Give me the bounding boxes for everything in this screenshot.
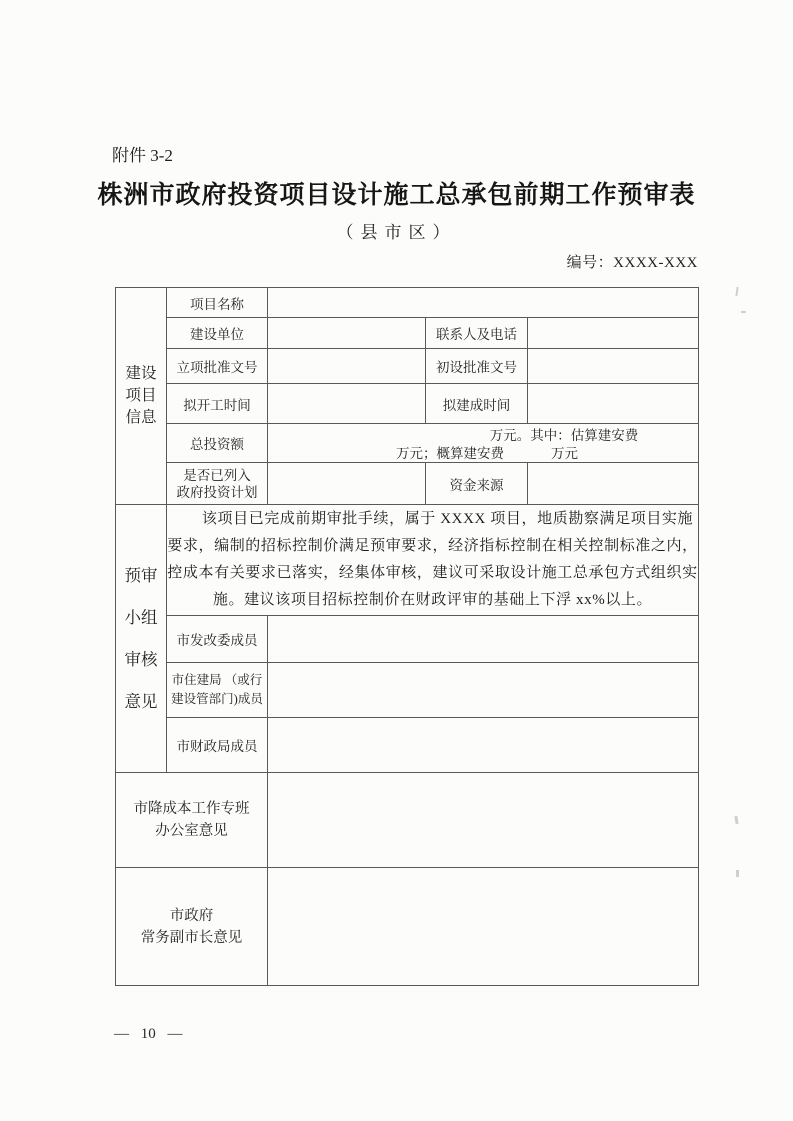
scan-artifact — [734, 816, 738, 824]
field-label-start-date: 拟开工时间 — [167, 384, 268, 424]
member-label-housing-construction: 市住建局 （或行 建设管部门)成员 — [167, 663, 268, 718]
member-label-development-reform: 市发改委成员 — [167, 616, 268, 663]
field-label-initial-design-no: 初设批准文号 — [426, 349, 528, 384]
preview-form-table — [115, 287, 699, 986]
field-value-fund-source — [528, 463, 699, 505]
member-value-development-reform — [268, 616, 699, 663]
field-label-listed-in-plan: 是否已列入 政府投资计划 — [167, 463, 268, 505]
page-number: — 10 — — [114, 1026, 183, 1042]
field-value-initial-design-no — [528, 349, 699, 384]
field-value-start-date — [268, 384, 426, 424]
member-label-finance-bureau: 市财政局成员 — [167, 718, 268, 773]
attachment-label: 附件 3-2 — [112, 146, 173, 165]
field-label-total-investment: 总投资额 — [167, 424, 268, 463]
member-value-finance-bureau — [268, 718, 699, 773]
member-value-housing-construction — [268, 663, 699, 718]
field-value-finish-date — [528, 384, 699, 424]
field-label-approval-no: 立项批准文号 — [167, 349, 268, 384]
field-value-total-investment — [268, 424, 699, 463]
field-label-finish-date: 拟建成时间 — [426, 384, 528, 424]
section-label-project-info: 建设项目信息 — [116, 288, 167, 505]
scan-artifact — [741, 311, 746, 313]
investment-unit-line2 — [268, 444, 698, 462]
scan-artifact — [735, 287, 738, 296]
section-label-deputy-mayor: 市政府 常务副市长意见 — [116, 868, 268, 986]
field-value-approval-no — [268, 349, 426, 384]
field-label-fund-source: 资金来源 — [426, 463, 528, 505]
page-subtitle: （县市区） — [336, 223, 457, 242]
section-value-cost-reduction-office — [268, 773, 699, 868]
section-label-review-group: 预审小组审核意见 — [116, 505, 167, 773]
field-label-contact: 联系人及电话 — [426, 318, 528, 349]
investment-unit-line2a: 万元；概算建安费 — [396, 446, 504, 461]
section-label-cost-reduction-office: 市降成本工作专班 办公室意见 — [116, 773, 268, 868]
investment-unit-line1: 万元。其中：估算建安费 — [489, 428, 639, 443]
review-opinion-text: 该项目已完成前期审批手续，属于 XXXX 项目，地质勘察满足项目实施要求，编制的招标控制价满足预审要求，经济指标控制在相关控制标准之内，控成本有关要求已落实，经集体审核，建议可采取设计施工总承包方式组织实施。建议该项目招标控制价在财政评审的基础上下浮 xx%以上。 — [167, 505, 699, 616]
field-value-build-unit — [268, 318, 426, 349]
serial-number: 编号：XXXX-XXX — [566, 255, 698, 271]
field-value-listed-in-plan — [268, 463, 426, 505]
scan-artifact — [736, 870, 739, 877]
investment-unit-line2b: 万元 — [551, 446, 578, 461]
page-title: 株洲市政府投资项目设计施工总承包前期工作预审表 — [97, 181, 696, 209]
field-value-project-name — [268, 288, 699, 318]
field-value-contact — [528, 318, 699, 349]
field-label-build-unit: 建设单位 — [167, 318, 268, 349]
field-label-project-name: 项目名称 — [167, 288, 268, 318]
section-value-deputy-mayor — [268, 868, 699, 986]
